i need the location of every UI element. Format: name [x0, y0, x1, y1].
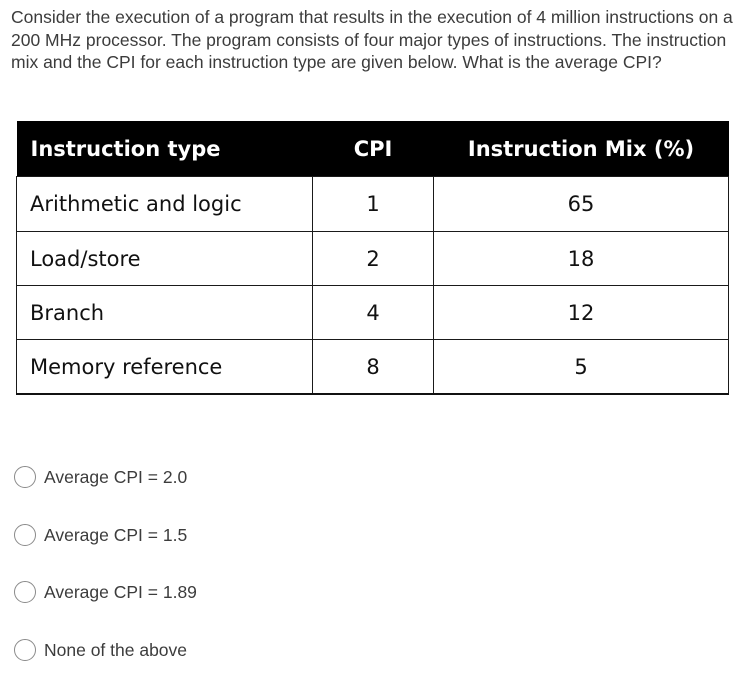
- instruction-mix-table: [16, 121, 729, 395]
- table-row: [17, 232, 729, 286]
- radio-button[interactable]: [14, 639, 36, 661]
- answer-option-1[interactable]: [14, 466, 187, 488]
- header-instruction-type: Instruction type: [17, 121, 313, 177]
- instruction-mix-table-container: [16, 121, 728, 395]
- answer-option-4[interactable]: [14, 639, 187, 661]
- cell-instruction-type: Arithmetic and logic: [17, 177, 313, 232]
- table-row: [17, 340, 729, 395]
- radio-button[interactable]: [14, 581, 36, 603]
- radio-button[interactable]: [14, 524, 36, 546]
- cell-cpi: 1: [313, 177, 434, 232]
- cell-instruction-mix: 5: [434, 340, 729, 395]
- cell-instruction-mix: 65: [434, 177, 729, 232]
- cell-instruction-type: Branch: [17, 286, 313, 340]
- cell-cpi: 2: [313, 232, 434, 286]
- cell-instruction-type: Memory reference: [17, 340, 313, 395]
- table-header-row: [17, 121, 729, 177]
- header-instruction-mix: Instruction Mix (%): [434, 121, 729, 177]
- cell-instruction-type: Load/store: [17, 232, 313, 286]
- answer-option-3[interactable]: [14, 581, 197, 603]
- answer-option-label: None of the above: [44, 639, 188, 660]
- header-cpi: CPI: [313, 121, 434, 177]
- answer-option-label: Average CPI = 1.89: [44, 581, 197, 602]
- cell-cpi: 4: [313, 286, 434, 340]
- table-row: [17, 286, 729, 340]
- answer-option-2[interactable]: [14, 524, 187, 546]
- answer-option-label: Average CPI = 1.5: [44, 524, 188, 545]
- cell-cpi: 8: [313, 340, 434, 395]
- question-text: Consider the execution of a program that results in the execution of 4 million instructions on a 200 MHz processor. The program consists of four major types of instructions. The instruction mix and the CPI for each instruction type are given below. What is the average CPI?: [11, 7, 733, 72]
- radio-button[interactable]: [14, 466, 36, 488]
- cell-instruction-mix: 18: [434, 232, 729, 286]
- cell-instruction-mix: 12: [434, 286, 729, 340]
- table-row: [17, 177, 729, 232]
- answer-option-label: Average CPI = 2.0: [44, 466, 188, 487]
